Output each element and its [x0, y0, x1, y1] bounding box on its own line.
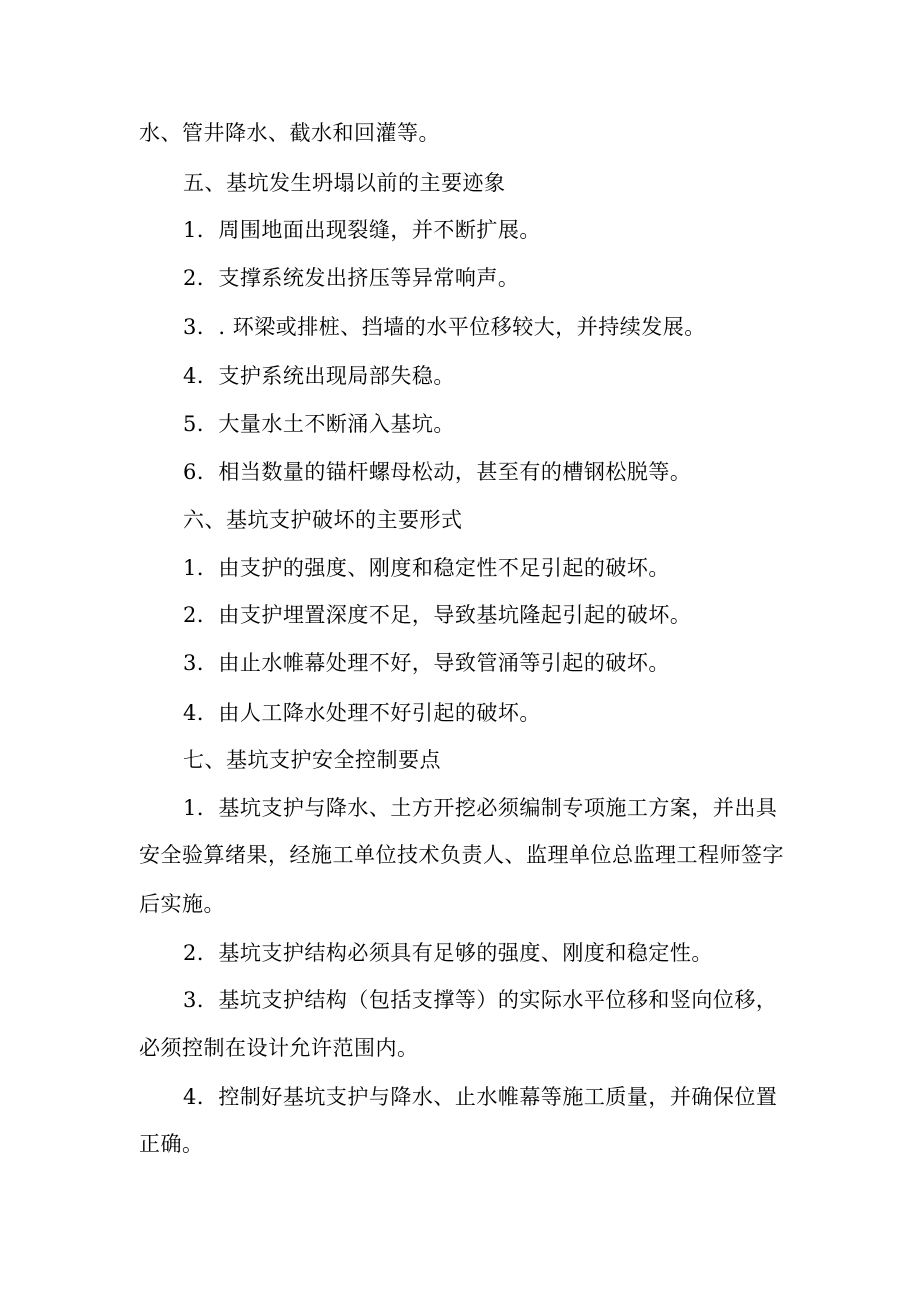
text-line: 水、管井降水、截水和回灌等。 [139, 121, 440, 145]
section-heading: 七、基坑支护安全控制要点 [183, 748, 441, 772]
text-line: 正确。 [139, 1132, 204, 1156]
list-item: 5．大量水土不断涌入基坑。 [183, 412, 455, 436]
list-item: 4．控制好基坑支护与降水、止水帷幕等施工质量，并确保位置 [183, 1085, 778, 1109]
list-item: 3．基坑支护结构（包括支撑等）的实际水平位移和竖向位移， [183, 988, 778, 1012]
list-item: 4．支护系统出现局部失稳。 [183, 364, 455, 388]
list-item: 1．基坑支护与降水、土方开挖必须编制专项施工方案，并出具 [183, 796, 778, 820]
list-item: 2．基坑支护结构必须具有足够的强度、刚度和稳定性。 [183, 941, 713, 965]
list-item: 1．由支护的强度、刚度和稳定性不足引起的破坏。 [183, 556, 670, 580]
list-item: 3．. 环梁或排桩、挡墙的水平位移较大，并持续发展。 [183, 315, 706, 339]
section-heading: 六、基坑支护破坏的主要形式 [183, 508, 463, 532]
list-item: 6．相当数量的锚杆螺母松动，甚至有的槽钢松脱等。 [183, 460, 692, 484]
text-line: 安全验算绪果，经施工单位技术负责人、监理单位总监理工程师签字 [139, 843, 784, 867]
list-item: 1．周围地面出现裂缝，并不断扩展。 [183, 218, 541, 242]
text-line: 后实施。 [139, 892, 225, 916]
list-item: 2．支撑系统发出挤压等异常响声。 [183, 266, 520, 290]
list-item: 3．由止水帷幕处理不好，导致管涌等引起的破坏。 [183, 651, 670, 675]
section-heading: 五、基坑发生坍塌以前的主要迹象 [183, 171, 506, 195]
list-item: 2．由支护埋置深度不足，导致基坑隆起引起的破坏。 [183, 603, 692, 627]
text-line: 必须控制在设计允许范围内。 [139, 1036, 419, 1060]
list-item: 4．由人工降水处理不好引起的破坏。 [183, 701, 541, 725]
